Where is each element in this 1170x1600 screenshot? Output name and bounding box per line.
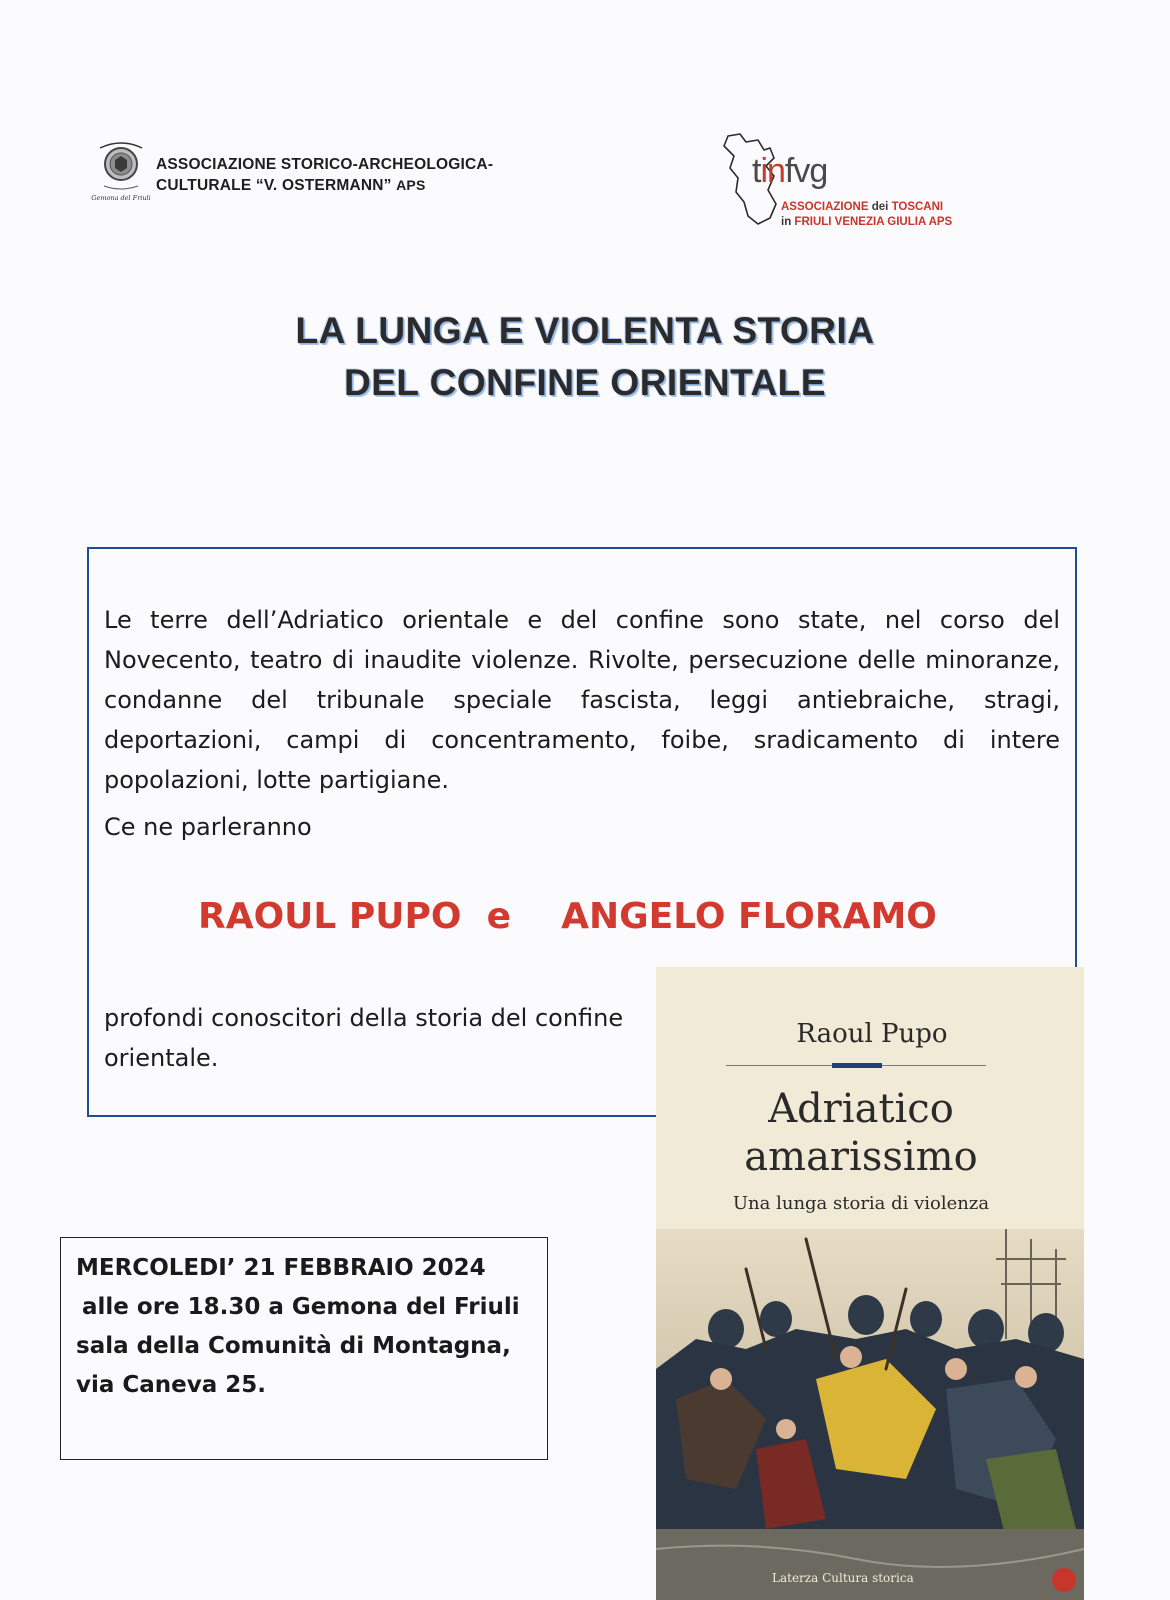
book-publisher: Laterza Cultura storica — [772, 1571, 914, 1585]
toscani-name-line2: in FRIULI VENEZIA GIULIA APS — [781, 216, 953, 228]
ostermann-name — [156, 154, 493, 196]
title-line1: LA LUNGA E VIOLENTA STORIA — [295, 310, 875, 351]
svg-text:Gemona del Friuli: Gemona del Friuli — [91, 194, 151, 202]
association-seal-icon — [91, 140, 151, 204]
speakers-note: profondi conoscitori della storia del confine orientale. — [104, 1004, 624, 1072]
ostermann-aps: APS — [396, 177, 426, 193]
book-title-line2: amarissimo — [744, 1134, 978, 1180]
event-description: Le terre dell’Adriatico orientale e del confine sono state, nel corso del Novecento, teatro di inaudite violenze. Rivolte, persecuzione delle minoranze, condanne del tribunale speciale fascista, leggi antiebraiche, stragi, deportazioni, campi di concentramento, foibe, sradicamento di intere popolazioni, lotte partigiane. — [104, 606, 1060, 794]
speakers-names: RAOUL PUPO e ANGELO FLORAMO — [198, 896, 937, 937]
lead-in-text: Ce ne parleranno — [104, 813, 312, 841]
book-subtitle: Una lunga storia di violenza — [732, 1193, 990, 1214]
ostermann-name-line2: CULTURALE “V. OSTERMANN” — [156, 177, 392, 194]
event-time-place: alle ore 18.30 a Gemona del Friuli — [82, 1294, 520, 1320]
title-line2: DEL CONFINE ORIENTALE — [344, 362, 826, 403]
ostermann-logo — [91, 140, 566, 210]
book-author: Raoul Pupo — [796, 1019, 948, 1049]
book-illustration-riot-image — [656, 1229, 1084, 1600]
page-title — [0, 305, 1170, 409]
book-title — [656, 1085, 1066, 1181]
toscani-fvg-logo — [718, 132, 978, 242]
toscani-name-line1: ASSOCIAZIONE dei TOSCANI — [781, 201, 944, 213]
event-address: via Caneva 25. — [76, 1372, 267, 1398]
event-date: MERCOLEDI’ 21 FEBBRAIO 2024 — [76, 1255, 486, 1281]
tinfvg-wordmark: tinfvg — [752, 152, 828, 190]
book-title-line1: Adriatico — [768, 1086, 954, 1132]
event-venue: sala della Comunità di Montagna, — [76, 1333, 511, 1359]
ostermann-name-line1: ASSOCIAZIONE STORICO-ARCHEOLOGICA- — [156, 156, 494, 173]
book-cover — [656, 967, 1084, 1600]
book-divider-accent — [832, 1063, 882, 1068]
